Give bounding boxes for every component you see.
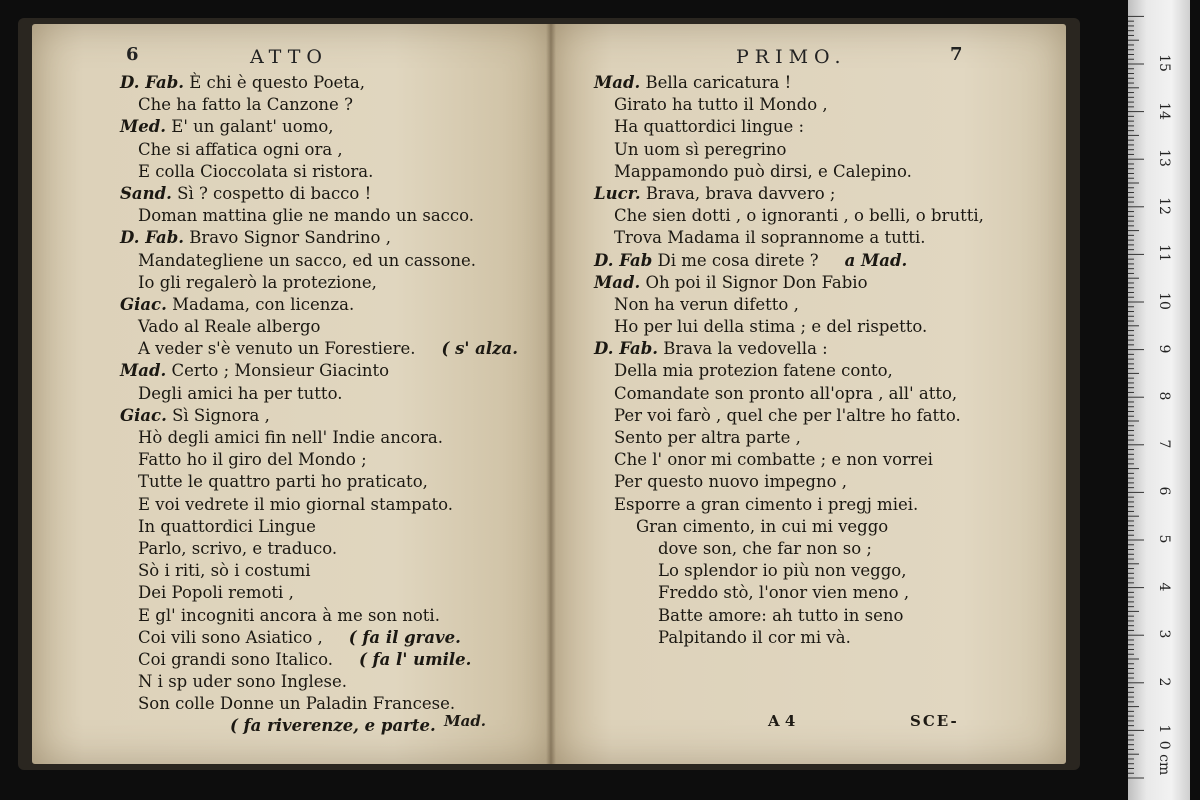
verse-text: Coi vili sono Asiatico , [138,627,323,647]
verse-text: Tutte le quattro parti ho praticato, [138,472,428,492]
verse-text: Che ha fatto la Canzone ? [138,95,353,115]
ruler-number: 14 [1156,101,1172,120]
text-line [120,516,518,538]
verse-text: Sì Signora , [166,405,270,425]
text-line [594,538,984,560]
verse-text: Sento per altra parte , [614,428,801,447]
left-page-text [120,72,518,738]
text-line [120,538,518,560]
right-page-number: 7 [950,44,963,65]
text-line [594,405,984,427]
ruler-number: 0 cm [1156,740,1172,776]
text-line [594,471,984,493]
text-line [594,227,984,249]
ruler-number: 1 [1156,724,1172,734]
speaker-name: Mad. [594,73,641,92]
verse-text: Parlo, scrivo, e traduco. [138,538,338,558]
text-line [594,139,984,161]
measuring-ruler [1128,0,1190,800]
ruler-number: 2 [1156,677,1172,687]
speaker-name: D. Fab. [120,228,184,248]
text-line [594,627,984,649]
ruler-number: 4 [1156,582,1172,592]
verse-text: Comandate son pronto all'opra , all' atto, [614,383,958,403]
text-line [594,250,984,272]
text-line [120,161,518,183]
text-line [120,405,518,427]
left-catchword: Mad. [444,712,487,730]
verse-text: Madama, con licenza. [166,294,355,314]
book-gutter [546,24,556,764]
verse-text: Doman mattina glie ne mando un sacco. [138,206,475,226]
right-catchword: SCE- [910,712,959,730]
speaker-name: Lucr. [594,183,641,203]
verse-text: Certo ; Monsieur Giacinto [166,361,390,381]
verse-text: Gran cimento, in cui mi veggo [636,516,889,536]
verse-text: Degli amici ha per tutto. [138,383,343,403]
verse-text: Freddo stò, l'onor vien meno , [658,583,910,603]
ruler-number: 3 [1156,629,1172,639]
verse-text: Dei Popoli remoti , [138,583,294,603]
text-line [594,338,984,360]
stage-direction: ( fa il grave. [348,627,461,647]
text-line [120,427,518,449]
ruler-number: 5 [1156,534,1172,544]
ruler-number: 9 [1156,344,1172,354]
verse-text: Della mia protezion fatene conto, [614,361,893,381]
ruler-number: 7 [1156,439,1172,449]
text-line [594,516,984,538]
left-page-header: ATTO [250,46,328,68]
verse-text: Che sien dotti , o ignoranti , o belli, o brutti, [614,206,984,226]
speaker-name: Sand. [120,183,172,203]
verse-text: N i sp uder sono Inglese. [138,672,347,692]
text-line [594,360,984,382]
text-line [594,449,984,471]
stage-direction: a Mad. [844,250,908,270]
speaker-name: D. Fab [594,250,653,270]
verse-text: In quattordici Lingue [138,516,316,536]
text-line [120,471,518,493]
speaker-name: D. Fab. [594,339,658,359]
text-line [120,272,518,294]
right-page [550,24,1066,764]
right-signature-mark: A 4 [768,712,796,730]
text-line [120,338,518,360]
verse-text: Non ha verun difetto , [614,294,799,314]
verse-text: E colla Cioccolata si ristora. [138,161,374,181]
verse-text: E voi vedrete il mio giornal stampato. [138,494,454,514]
text-line [594,183,984,205]
ruler-number: 6 [1156,486,1172,496]
verse-text: Brava la vedovella : [658,339,828,359]
text-line [120,605,518,627]
text-line [594,605,984,627]
speaker-name: Mad. [594,272,641,292]
verse-text: Vado al Reale albergo [138,317,321,337]
verse-text: E gl' incogniti ancora à me son noti. [138,605,440,625]
verse-text: Palpitando il cor mi và. [658,627,851,647]
verse-text: Ho per lui della stima ; e del rispetto. [614,317,928,337]
ruler-number: 13 [1156,149,1172,168]
verse-text: Mappamondo può dirsi, e Calepino. [614,161,912,181]
speaker-name: Giac. [120,405,167,425]
text-line [120,449,518,471]
speaker-name: D. Fab. [120,73,184,92]
text-line [120,205,518,227]
verse-text: Fatto ho il giro del Mondo ; [138,450,367,470]
text-line [120,560,518,582]
text-line [120,227,518,249]
verse-text: dove son, che far non so ; [658,538,872,558]
verse-text: Bella caricatura ! [640,73,792,92]
text-line [594,94,984,116]
text-line [594,383,984,405]
left-page-number: 6 [126,44,139,65]
text-line [120,183,518,205]
text-line [594,161,984,183]
stage-direction: ( fa riverenze, e parte. [230,716,436,736]
text-line [120,671,518,693]
verse-text: A veder s'è venuto un Forestiere. [138,339,416,359]
verse-text: Per voi farò , quel che per l'altre ho fatto. [614,405,961,425]
stage-direction: ( fa l' umile. [358,649,472,669]
verse-text: Per questo nuovo impegno , [614,472,848,492]
text-line [120,582,518,604]
verse-text: Sò i riti, sò i costumi [138,561,311,581]
text-line [594,294,984,316]
verse-text: Lo splendor io più non veggo, [658,561,907,581]
verse-text: Io gli regalerò la protezione, [138,272,377,292]
text-line [120,94,518,116]
verse-text: Di me cosa direte ? [652,250,819,270]
text-line [120,360,518,382]
verse-text: Girato ha tutto il Mondo , [614,95,828,115]
ruler-number: 15 [1156,54,1172,72]
verse-text: Trova Madama il soprannome a tutti. [614,228,926,248]
text-line [120,139,518,161]
verse-text: Coi grandi sono Italico. [138,649,333,669]
verse-text: Esporre a gran cimento i pregj miei. [614,494,919,514]
ruler-number: 8 [1156,391,1172,401]
verse-text: Brava, brava davvero ; [640,183,836,203]
text-line [594,72,984,94]
text-line [120,649,518,671]
text-line [594,116,984,138]
stage-direction: ( s' alza. [441,339,518,359]
right-page-header: PRIMO. [736,46,847,68]
left-page [32,24,550,764]
speaker-name: Mad. [120,361,167,381]
ruler-number: 11 [1156,244,1172,263]
verse-text: Bravo Signor Sandrino , [184,228,391,248]
ruler-number: 12 [1156,196,1172,215]
right-page-text [594,72,984,649]
text-line [594,272,984,294]
text-line [120,250,518,272]
verse-text: Sì ? cospetto di bacco ! [171,183,372,203]
verse-text: Che l' onor mi combatte ; e non vorrei [614,450,933,470]
verse-text: Son colle Donne un Paladin Francese. [138,694,456,714]
speaker-name: Giac. [120,294,167,314]
verse-text: È chi è questo Poeta, [184,73,366,92]
ruler-number: 10 [1156,292,1172,310]
text-line [120,316,518,338]
verse-text: Ha quattordici lingue : [614,117,805,137]
verse-text: Batte amore: ah tutto in seno [658,605,904,625]
verse-text: Che si affatica ogni ora , [138,139,343,159]
text-line [594,494,984,516]
verse-text: Oh poi il Signor Don Fabio [640,272,868,292]
text-line [594,427,984,449]
text-line [594,582,984,604]
text-line [594,316,984,338]
speaker-name: Med. [120,117,167,137]
verse-text: Mandategliene un sacco, ed un cassone. [138,250,477,270]
verse-text: Hò degli amici fin nell' Indie ancora. [138,428,443,447]
verse-text: Un uom sì peregrino [614,139,787,159]
text-line [120,494,518,516]
text-line [594,560,984,582]
text-line [120,72,518,94]
verse-text: E' un galant' uomo, [166,117,334,137]
text-line [120,383,518,405]
open-book [18,18,1080,770]
text-line [120,116,518,138]
text-line [120,294,518,316]
text-line [120,627,518,649]
text-line [594,205,984,227]
